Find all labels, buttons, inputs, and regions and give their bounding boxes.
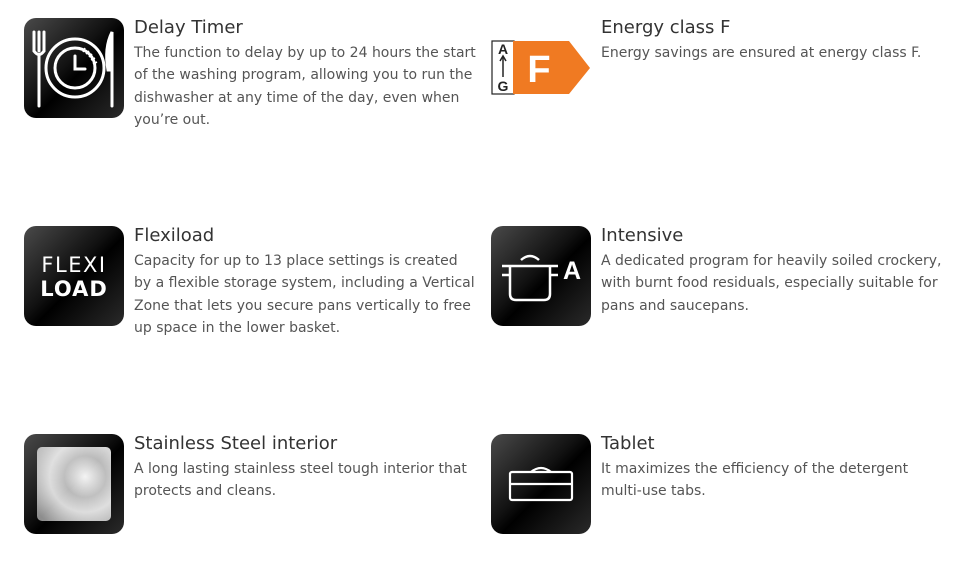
stainless-steel-icon xyxy=(24,434,124,534)
energy-scale-bottom: G xyxy=(497,78,509,94)
feature-title: Energy class F xyxy=(601,17,731,38)
flexiload-line1: FLEXI xyxy=(41,253,107,277)
feature-description: A dedicated program for heavily soiled crockery, with burnt food residuals, especially suitable for pans and saucepans. xyxy=(601,253,942,314)
flexiload-icon xyxy=(24,226,124,326)
feature-description: A long lasting stainless steel tough interior that protects and cleans. xyxy=(134,461,467,500)
feature-description: Energy savings are ensured at energy class F. xyxy=(601,45,922,61)
feature-flexiload xyxy=(24,226,484,336)
feature-title: Delay Timer xyxy=(134,17,243,38)
feature-text xyxy=(134,224,479,339)
feature-intensive xyxy=(491,226,951,336)
feature-description: The function to delay by up to 24 hours the start of the washing program, allowing you to run the dishwasher at any time of the day, even when you’re out. xyxy=(134,45,476,128)
feature-title: Intensive xyxy=(601,225,684,246)
feature-energy-class xyxy=(491,18,951,128)
feature-description: Capacity for up to 13 place settings is created by a flexible storage system, including a Vertical Zone that lets you secure pans vertically to free up space in the lower basket. xyxy=(134,253,475,336)
feature-text xyxy=(601,432,946,503)
intensive-letter: A xyxy=(562,257,582,285)
feature-tablet xyxy=(491,434,951,544)
energy-scale-top: A xyxy=(497,41,509,57)
tablet-icon xyxy=(491,434,591,534)
feature-delay-timer xyxy=(24,18,484,128)
flexiload-line2: LOAD xyxy=(40,277,108,301)
feature-stainless-steel xyxy=(24,434,484,544)
energy-class-letter: F xyxy=(527,49,551,91)
feature-text xyxy=(601,16,946,64)
feature-description: It maximizes the efficiency of the detergent multi-use tabs. xyxy=(601,461,909,500)
feature-title: Stainless Steel interior xyxy=(134,433,338,454)
feature-text xyxy=(601,224,946,317)
feature-text xyxy=(134,16,479,131)
delay-timer-icon xyxy=(24,18,124,118)
intensive-pot-icon xyxy=(491,226,591,326)
feature-title: Flexiload xyxy=(134,225,215,246)
energy-label-icon xyxy=(491,18,591,118)
feature-text xyxy=(134,432,479,503)
feature-title: Tablet xyxy=(601,433,655,454)
